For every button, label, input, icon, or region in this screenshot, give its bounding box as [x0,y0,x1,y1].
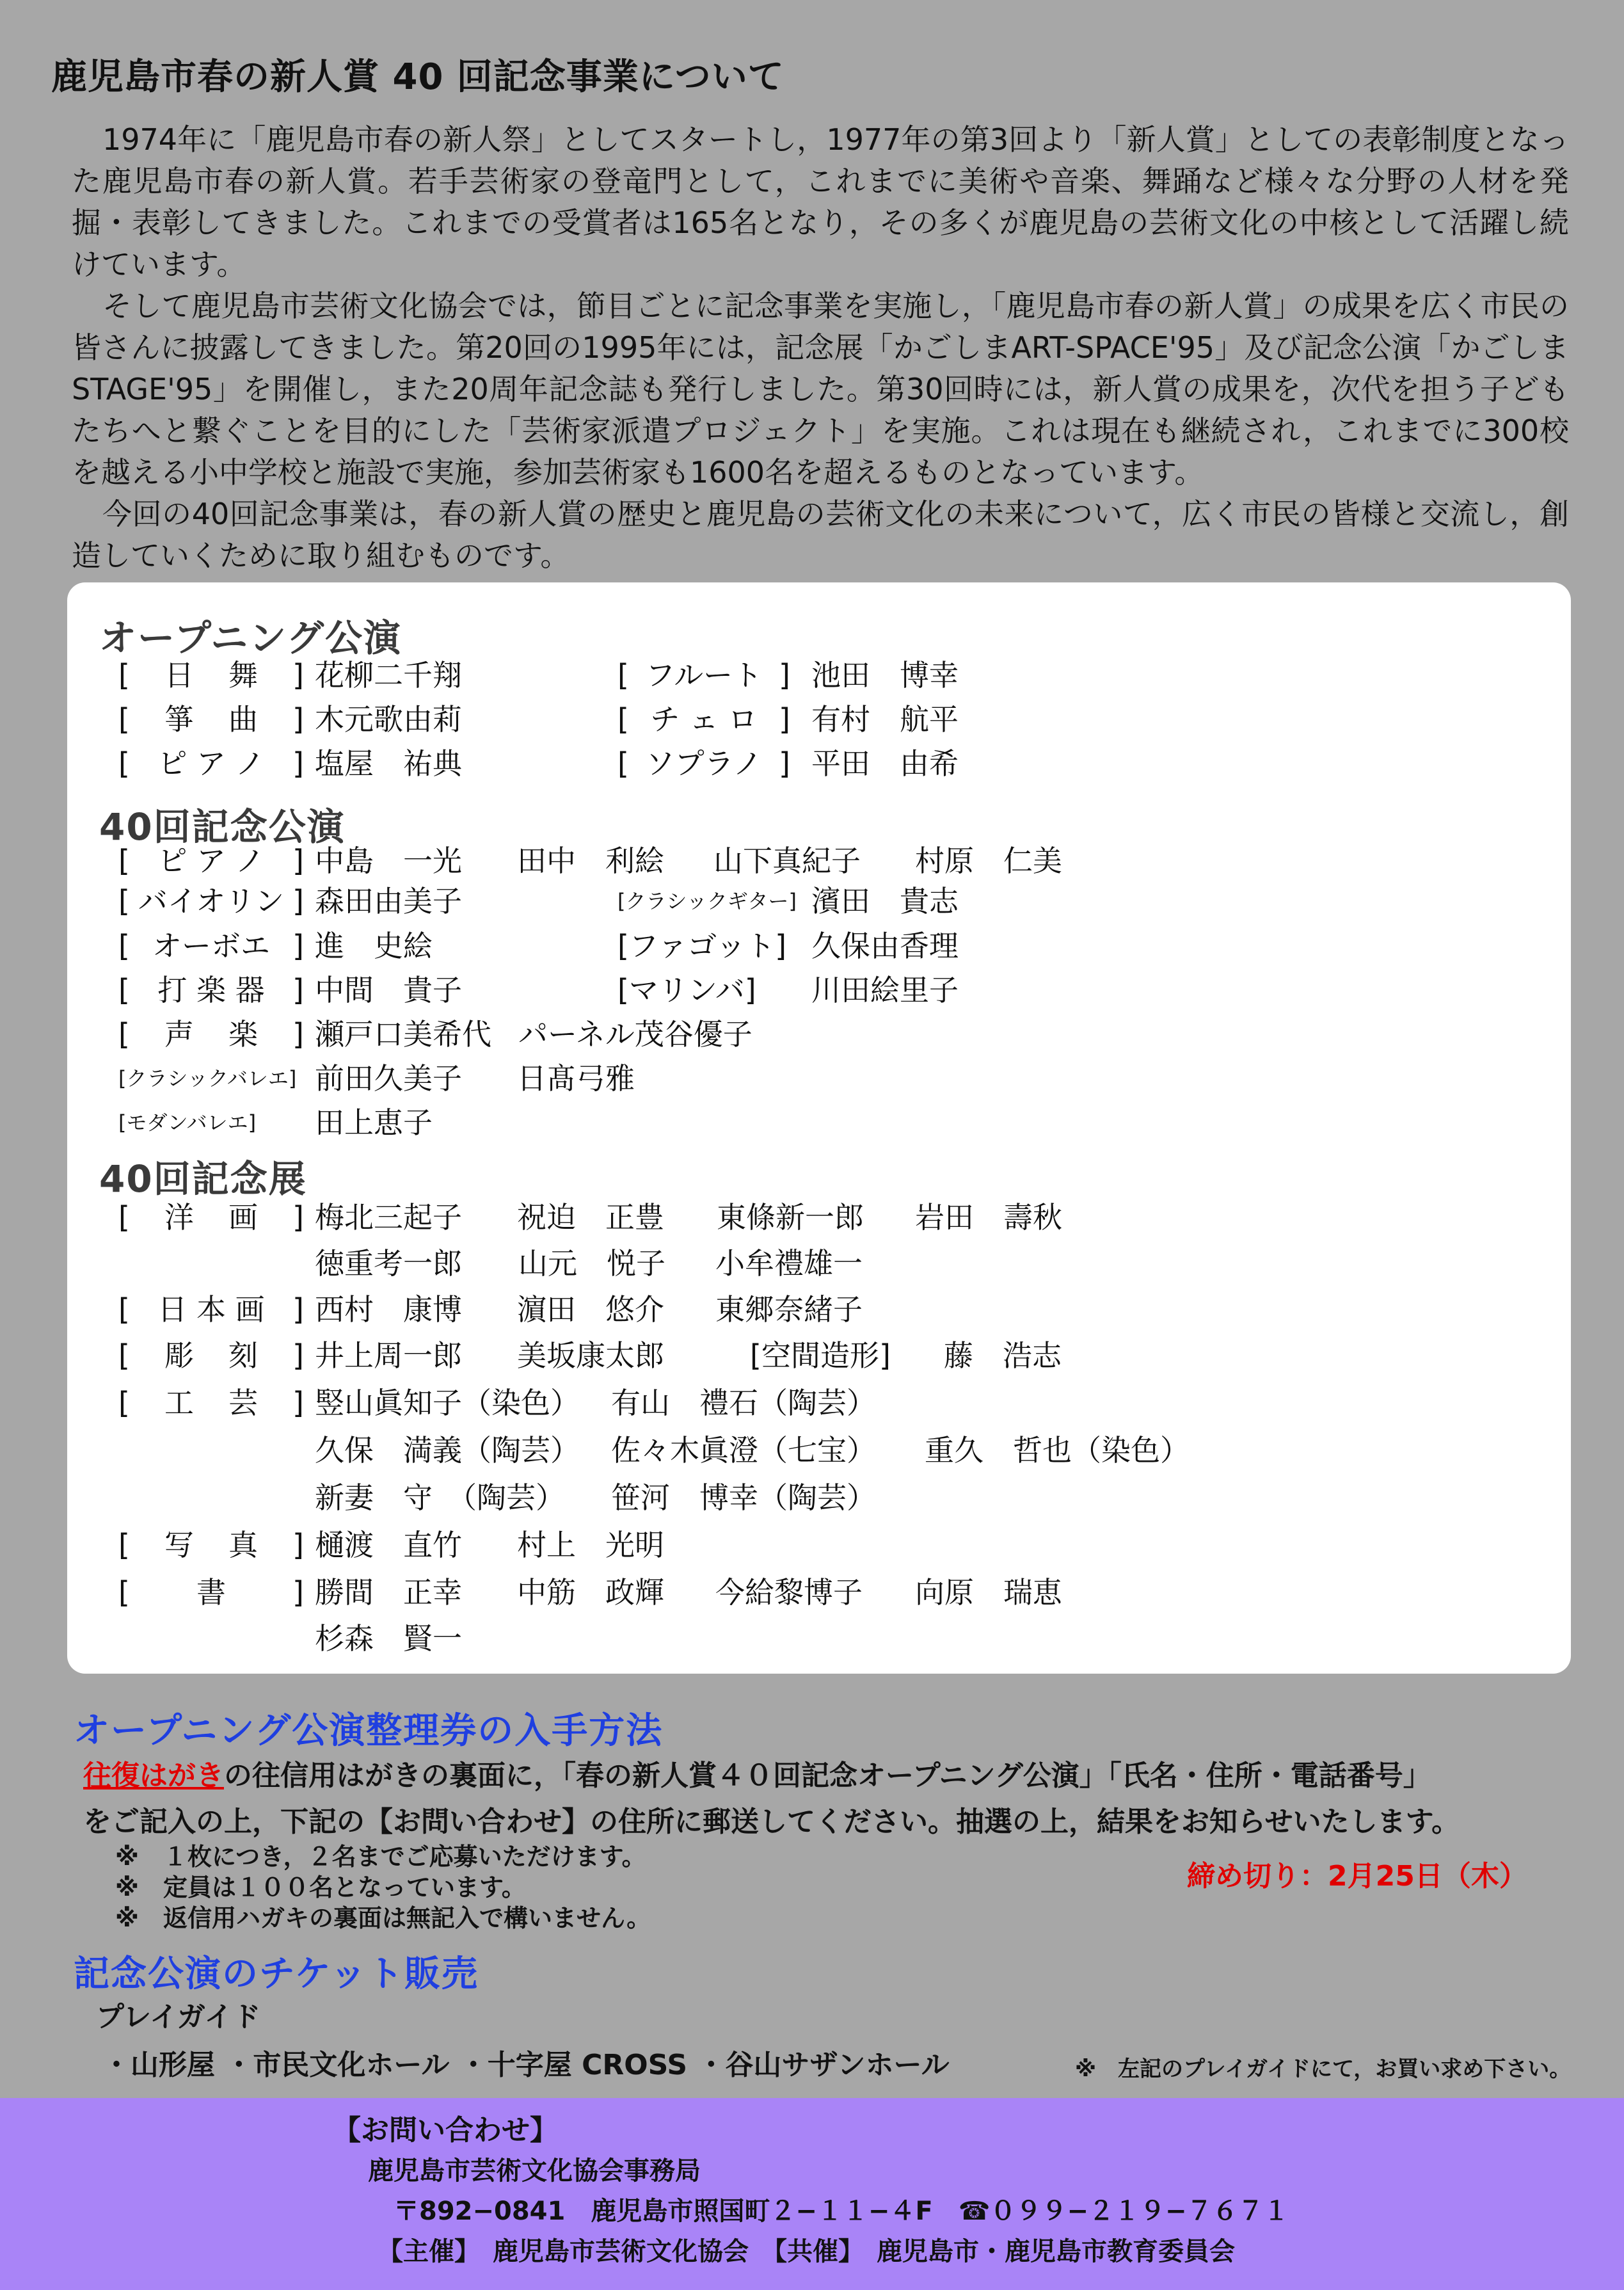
artist-name: 濵田 悠介 [517,1292,664,1327]
artist-name: 東郷奈緒子 [715,1292,863,1327]
artist-name: 佐々木眞澄（七宝） [611,1433,876,1468]
list-item [0,1059,1624,1098]
artist-name: 小牟禮雄一 [715,1246,863,1281]
ticket-instruction: をご記入の上，下記の【お問い合わせ】の住所に郵送してください。抽選の上，結果をお知らせいたします。 [83,1806,1460,1838]
list-item [0,1015,1624,1053]
list-item [0,1478,1624,1517]
performer-name: 森田由美子 [315,884,462,918]
return-postcard-label: 往復はがき [83,1759,224,1792]
performer-name: 花柳二千翔 [315,658,462,693]
category-label: [クラシックギター] [617,889,797,913]
category-label: [ 打 楽 器 ] [118,973,304,1007]
play-guide-places: ・山形屋 ・市民文化ホール ・十字屋 CROSS ・谷山サザンホール [102,2049,950,2081]
artist-name: 西村 康博 [315,1292,462,1327]
performer-name: 村原 仁美 [915,844,1062,878]
category-label: [モダンバレエ] [118,1110,257,1135]
list-item [0,744,1624,783]
purchase-note: ※ 左記のプレイガイドにて，お買い求め下さい。 [1075,2056,1572,2082]
performer-name: 池田 博幸 [811,658,959,693]
intro-text [72,119,1569,577]
ticket-note: ※ １枚につき，２名までご応募いただけます。 [115,1843,646,1871]
artist-name: 竪山眞知子（染色） [315,1386,580,1420]
list-item [0,1526,1624,1564]
ticket-instruction: 往復はがきの往信用はがきの裏面に，「春の新人賞４０回記念オープニング公演」「氏名・住所・電話番号」 [83,1759,1431,1792]
list-item [0,1336,1624,1375]
list-item [0,882,1624,920]
artist-name: 東條新一郎 [717,1200,864,1235]
category-label: [ 箏 曲 ] [118,702,304,737]
list-item [0,1619,1624,1658]
artist-name: 徳重考一郎 [315,1246,462,1281]
performer-name: 塩屋 祐典 [315,746,462,781]
list-item [0,927,1624,965]
opening-title: オープニング公演 [99,616,402,660]
performer-name: 中間 貴子 [315,973,462,1007]
ticket-info-title: オープニング公演整理券の入手方法 [74,1710,664,1752]
artist-name: 向原 瑞恵 [915,1575,1062,1610]
category-label: [ バイオリン ] [118,884,304,918]
artist-name: 重久 哲也（染色） [925,1433,1190,1468]
performer-name: 日髙弓雅 [517,1061,635,1096]
ticket-note: ※ 定員は１００名となっています。 [115,1873,526,1902]
play-guide-label: プレイガイド [96,2001,261,2033]
contact-address: 〒892−0841 鹿児島市照国町２−１１−４F ☎０９９−２１９−７６７１ [394,2197,1289,2226]
category-label: [ファゴット] [617,929,787,963]
performer-name: 有村 航平 [811,702,959,737]
category-label: [空間造形] [750,1338,891,1373]
artist-name: 杉森 賢一 [315,1621,462,1656]
list-item [0,842,1624,880]
category-label: [ 日 舞 ] [118,658,304,693]
artist-name: 有山 禮石（陶芸） [611,1386,876,1420]
category-label: [ ピ ア ノ ] [118,844,304,878]
artist-name: 梅北三起子 [315,1200,462,1235]
contact-org: 鹿児島市芸術文化協会事務局 [368,2156,701,2186]
category-label: [ 工 芸 ] [118,1386,304,1420]
list-item [0,1290,1624,1329]
performer-name: 濱田 貴志 [811,884,959,918]
performer-name: 田上恵子 [315,1105,433,1140]
performer-name: 平田 由希 [811,746,959,781]
category-label: [ ピ ア ノ ] [118,746,304,781]
list-item [0,971,1624,1009]
list-item [0,1103,1624,1142]
category-label: [ 洋 画 ] [118,1200,304,1235]
performer-name: 川田絵里子 [811,973,959,1007]
category-label: [クラシックバレエ] [118,1066,297,1091]
artist-name: 祝迫 正豊 [517,1200,664,1235]
list-item [0,1573,1624,1612]
performer-name: 中島 一光 [315,844,462,878]
commemorative-concert-title: 40回記念公演 [99,805,346,849]
category-label: [ 書 ] [118,1575,304,1610]
performer-name: 田中 利絵 [517,844,664,878]
category-label: [ オーボエ ] [118,929,304,963]
category-label: [ ソプラノ ] [617,746,790,781]
artist-name: 樋渡 直竹 [315,1528,462,1562]
artist-name: 井上周一郎 [315,1338,462,1373]
contact-sponsors: 【主催】 鹿児島市芸術文化協会 【共催】 鹿児島市・鹿児島市教育委員会 [378,2237,1235,2266]
list-item [0,1244,1624,1283]
artist-name: 村上 光明 [517,1528,664,1562]
page-heading: 鹿児島市春の新人賞 40 回記念事業について [51,56,784,98]
list-item [0,1198,1624,1237]
category-label: [ チ ェ ロ ] [617,702,790,737]
performer-name: パーネル茂谷優子 [518,1017,752,1052]
artist-name: 久保 満義（陶芸） [315,1433,580,1468]
intro-paragraph: 今回の40回記念事業は，春の新人賞の歴史と鹿児島の芸術文化の未来について，広く市民の皆様と交流し，創造していくために取り組むものです。 [72,497,1569,573]
artist-name: 山元 悦子 [518,1246,665,1281]
artist-name: 勝間 正幸 [315,1575,462,1610]
performer-name: 久保由香理 [811,929,959,963]
intro-paragraph: 1974年に「鹿児島市春の新人祭」としてスタートし，1977年の第3回より「新人賞」としての表彰制度となった鹿児島市春の新人賞。若手芸術家の登竜門として，これまでに美術や音楽、舞踊など様々な分野の人材を発掘・表彰してきました。これまでの受賞者は165名となり，その多くが鹿児島の芸術文化の中核として活躍し続けています。 [72,122,1569,282]
artist-name: 岩田 壽秋 [915,1200,1062,1235]
ticket-note: ※ 返信用ハガキの裏面は無記入で構いません。 [115,1904,651,1932]
category-label: [ 写 真 ] [118,1528,304,1562]
list-item [0,1431,1624,1469]
performer-name: 山下真紀子 [713,844,861,878]
category-label: [ フルート ] [617,658,790,693]
artist-name: 藤 浩志 [944,1338,1062,1373]
category-label: [ 彫 刻 ] [118,1338,304,1373]
ticket-sales-title: 記念公演のチケット販売 [74,1953,479,1995]
deadline-text: 締め切り：2月25日（木） [1187,1860,1527,1893]
category-label: [マリンバ] [617,973,756,1007]
artist-name: 新妻 守 （陶芸） [315,1480,565,1515]
performer-name: 前田久美子 [315,1061,462,1096]
artist-name: 美坂康太郎 [517,1338,664,1373]
artist-name: 中筋 政輝 [517,1575,664,1610]
list-item [0,656,1624,694]
contact-title: 【お問い合わせ】 [333,2114,558,2147]
category-label: [ 日 本 画 ] [118,1292,304,1327]
performer-name: 瀬戸口美希代 [315,1017,491,1052]
artist-name: 笹河 博幸（陶芸） [611,1480,876,1515]
performer-name: 進 史絵 [315,929,433,963]
artist-name: 今給黎博子 [715,1575,863,1610]
list-item [0,700,1624,739]
performer-name: 木元歌由莉 [315,702,462,737]
list-item [0,1384,1624,1422]
intro-paragraph: そして鹿児島市芸術文化協会では，節目ごとに記念事業を実施し，「鹿児島市春の新人賞」の成果を広く市民の皆さんに披露してきました。第20回の1995年には，記念展「かごしまART-SPACE'95」及び記念公演「かごしまSTAGE'95」を開催し，また20周年記念誌も発行しました。第30回時には，新人賞の成果を，次代を担う子どもたちへと繋ぐことを目的にした「芸術家派遣プロジェクト」を実施。これは現在も継続され，これまでに300校を越える小中学校と施設で実施，参加芸術家も1600名を超えるものとなっています。 [72,289,1570,490]
contact-footer [0,2098,1624,2290]
commemorative-exhibition-title: 40回記念展 [99,1157,307,1201]
category-label: [ 声 楽 ] [118,1017,304,1052]
